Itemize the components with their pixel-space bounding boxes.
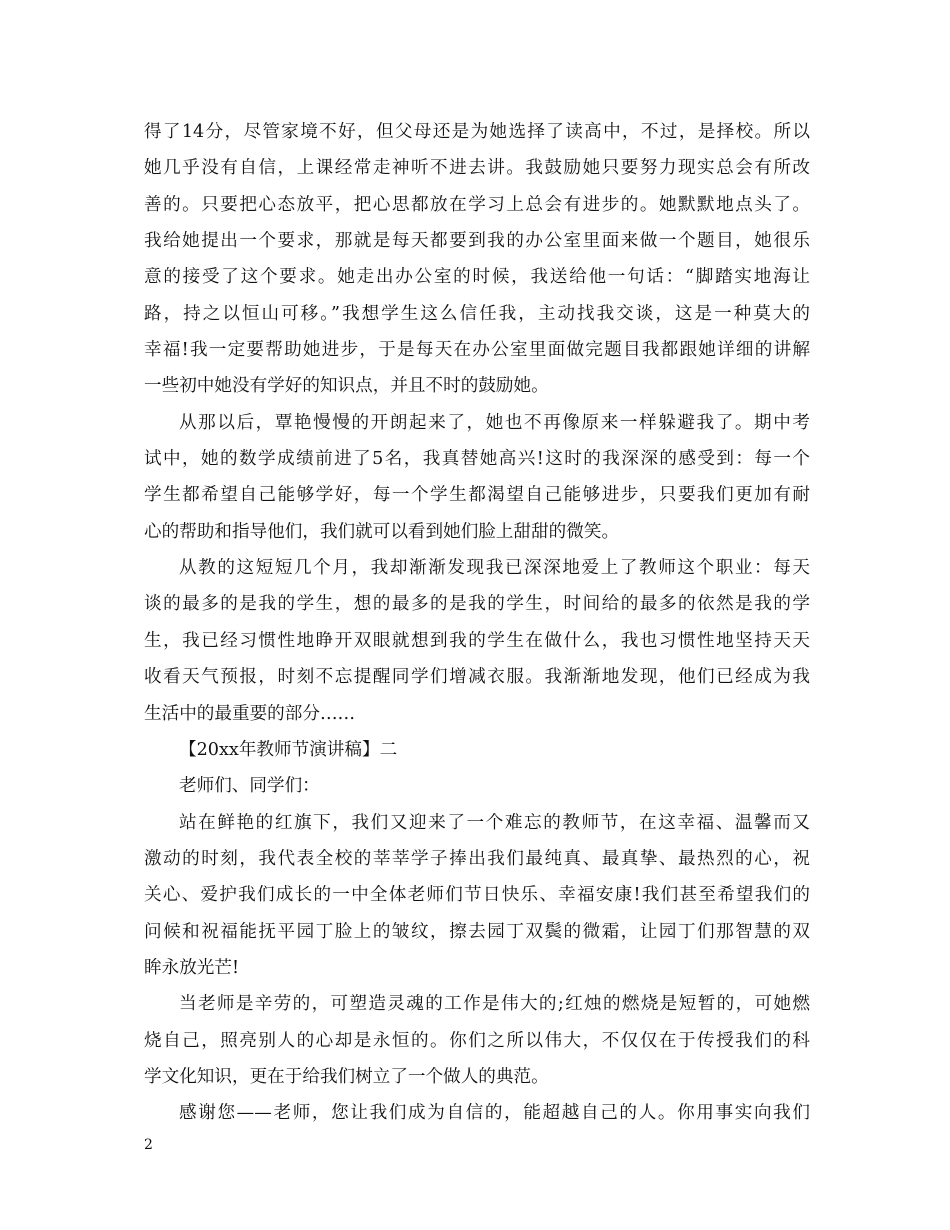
section-heading: 【20xx年教师节演讲稿】二 (179, 739, 398, 760)
text-line: 善的。只要把心态放平，把心思都放在学习上总会有进步的。她默默地点头了。 (144, 194, 810, 215)
text-line: 眸永放光芒! (144, 957, 240, 978)
text-line: 生，我已经习惯性地睁开双眼就想到我的学生在做什么，我也习惯性地坚持天天 (144, 630, 810, 651)
text-line: 站在鲜艳的红旗下，我们又迎来了一个难忘的教师节，在这幸福、温馨而又 (179, 812, 810, 833)
text-line: 一些初中她没有学好的知识点，并且不时的鼓励她。 (144, 376, 549, 397)
text-line: 收看天气预报，时刻不忘提醒同学们增减衣服。我渐渐地发现，他们已经成为我 (144, 667, 810, 688)
text-line: 当老师是辛劳的，可塑造灵魂的工作是伟大的;红烛的燃烧是短暂的，可她燃 (179, 994, 810, 1015)
document-body (144, 114, 810, 1132)
text-line: 得了14分，尽管家境不好，但父母还是为她选择了读高中，不过，是择校。所以 (144, 122, 810, 142)
text-line: 问候和祝福能抚平园丁脸上的皱纹，擦去园丁双鬓的微霜，让园丁们那智慧的双 (144, 921, 810, 942)
text-line: 从那以后，覃艳慢慢的开朗起来了，她也不再像原来一样躲避我了。期中考 (179, 412, 810, 433)
text-line: 幸福!我一定要帮助她进步，于是每天在办公室里面做完题目我都跟她详细的讲解 (144, 340, 810, 361)
text-line: 激动的时刻，我代表全校的莘莘学子捧出我们最纯真、最真挚、最热烈的心，祝 (144, 848, 810, 869)
text-line: 从教的这短短几个月，我却渐渐发现我已深深地爱上了教师这个职业：每天 (179, 558, 810, 579)
text-line: 生活中的最重要的部分…… (144, 703, 356, 724)
text-line: 路，持之以恒山可移。”我想学生这么信任我，主动找我交谈，这是一种莫大的 (144, 303, 810, 324)
text-line: 烧自己，照亮别人的心却是永恒的。你们之所以伟大，不仅仅在于传授我们的科 (144, 1030, 810, 1051)
text-line: 意的接受了这个要求。她走出办公室的时候，我送给他一句话：“脚踏实地海让 (144, 267, 810, 288)
text-line: 我给她提出一个要求，那就是每天都要到我的办公室里面来做一个题目，她很乐 (144, 231, 810, 252)
text-line: 谈的最多的是我的学生，想的最多的是我的学生，时间给的最多的依然是我的学 (144, 594, 810, 615)
text-line: 试中，她的数学成绩前进了5名，我真替她高兴!这时的我深深的感受到：每一个 (144, 449, 810, 470)
text-line: 她几乎没有自信，上课经常走神听不进去讲。我鼓励她只要努力现实总会有所改 (144, 158, 810, 179)
text-line: 关心、爱护我们成长的一中全体老师们节日快乐、幸福安康!我们甚至希望我们的 (144, 885, 810, 906)
text-line: 心的帮助和指导他们，我们就可以看到她们脸上甜甜的微笑。 (144, 521, 620, 542)
salutation: 老师们、同学们： (179, 776, 320, 797)
text-line: 学生都希望自己能够学好，每一个学生都渴望自己能够进步，只要我们更加有耐 (144, 485, 810, 506)
page-number: 2 (144, 1137, 153, 1153)
text-line: 学文化知识，更在于给我们树立了一个做人的典范。 (144, 1066, 549, 1087)
text-line: 感谢您——老师，您让我们成为自信的，能超越自己的人。你用事实向我们 (179, 1103, 810, 1124)
